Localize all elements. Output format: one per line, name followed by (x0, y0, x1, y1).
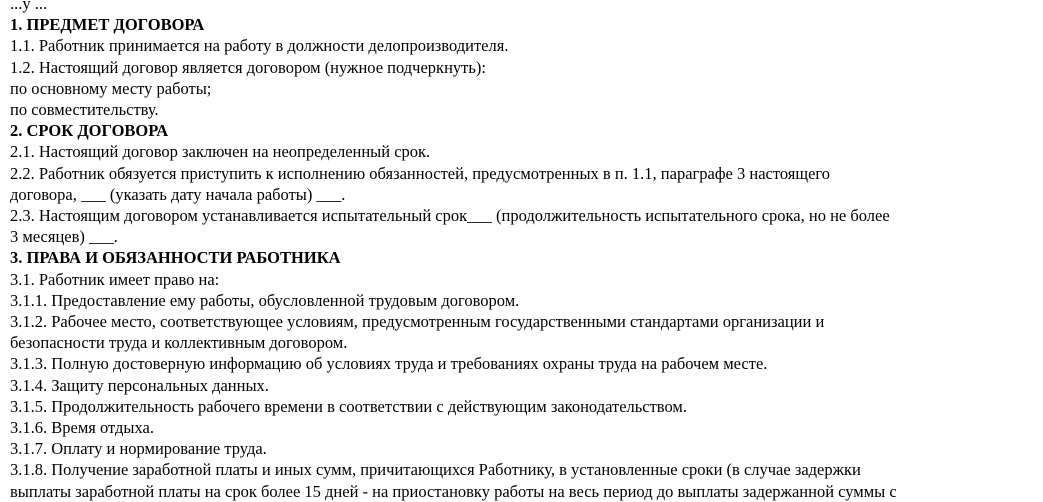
paragraph-line: выплаты заработной платы на срок более 15 дней - на приостановку работы на весь период до выплаты задержанной суммы с (10, 481, 897, 501)
paragraph-line: 1.2. Настоящий договор является договором (нужное подчеркнуть): (10, 57, 486, 77)
paragraph-line: по совместительству. (10, 100, 159, 119)
paragraph-line: 3.1.8. Получение заработной платы и иных сумм, причитающихся Работнику, в установленные сроки (в случае задержки (10, 460, 861, 480)
paragraph-line: 3.1.2. Рабочее место, соответствующее условиям, предусмотренным государственными стандартами организации и (10, 312, 825, 332)
section-heading: 3. ПРАВА И ОБЯЗАННОСТИ РАБОТНИКА (10, 248, 341, 268)
paragraph-line: 3.1.7. Оплату и нормирование труда. (10, 439, 267, 459)
section-subject (10, 14, 1040, 120)
contract-document (10, 0, 1040, 502)
section-term (10, 120, 1040, 247)
paragraph-line: 3.1.6. Время отдыха. (10, 418, 154, 438)
paragraph-line: 2.1. Настоящий договор заключен на неопределенный срок. (10, 142, 431, 162)
paragraph-line: 3.1.5. Продолжительность рабочего времени в соответствии с действующим законодательством. (10, 396, 687, 416)
paragraph-line: 2.3. Настоящим договором устанавливается испытательный срок___ (продолжительность испытательного срока, но не более (10, 206, 890, 226)
section-employee-rights (10, 247, 1040, 501)
paragraph-line: 3.1.3. Полную достоверную информацию об условиях труда и требованиях охраны труда на рабочем месте. (10, 354, 768, 374)
paragraph-line: 2.2. Работник обязуется приступить к исполнению обязанностей, предусмотренных в п. 1.1, параграфе 3 настоящего (10, 163, 831, 183)
paragraph-line: 3.1.4. Защиту персональных данных. (10, 375, 269, 395)
paragraph-line: договора, ___ (указать дату начала работы) ___. (10, 184, 346, 204)
paragraph-line: 3 месяцев) ___. (10, 227, 118, 247)
section-heading: 1. ПРЕДМЕТ ДОГОВОРА (10, 15, 205, 35)
paragraph-line: 3.1.1. Предоставление ему работы, обусловленной трудовым договором. (10, 290, 520, 310)
cut-off-top-line: ...у ... (10, 0, 48, 13)
paragraph-line: безопасности труда и коллективным договором. (10, 333, 348, 353)
section-heading: 2. СРОК ДОГОВОРА (10, 121, 169, 141)
paragraph-line: по основному месту работы; (10, 78, 212, 98)
paragraph-line: 3.1. Работник имеет право на: (10, 269, 220, 289)
paragraph-line: 1.1. Работник принимается на работу в должности делопроизводителя. (10, 36, 509, 56)
